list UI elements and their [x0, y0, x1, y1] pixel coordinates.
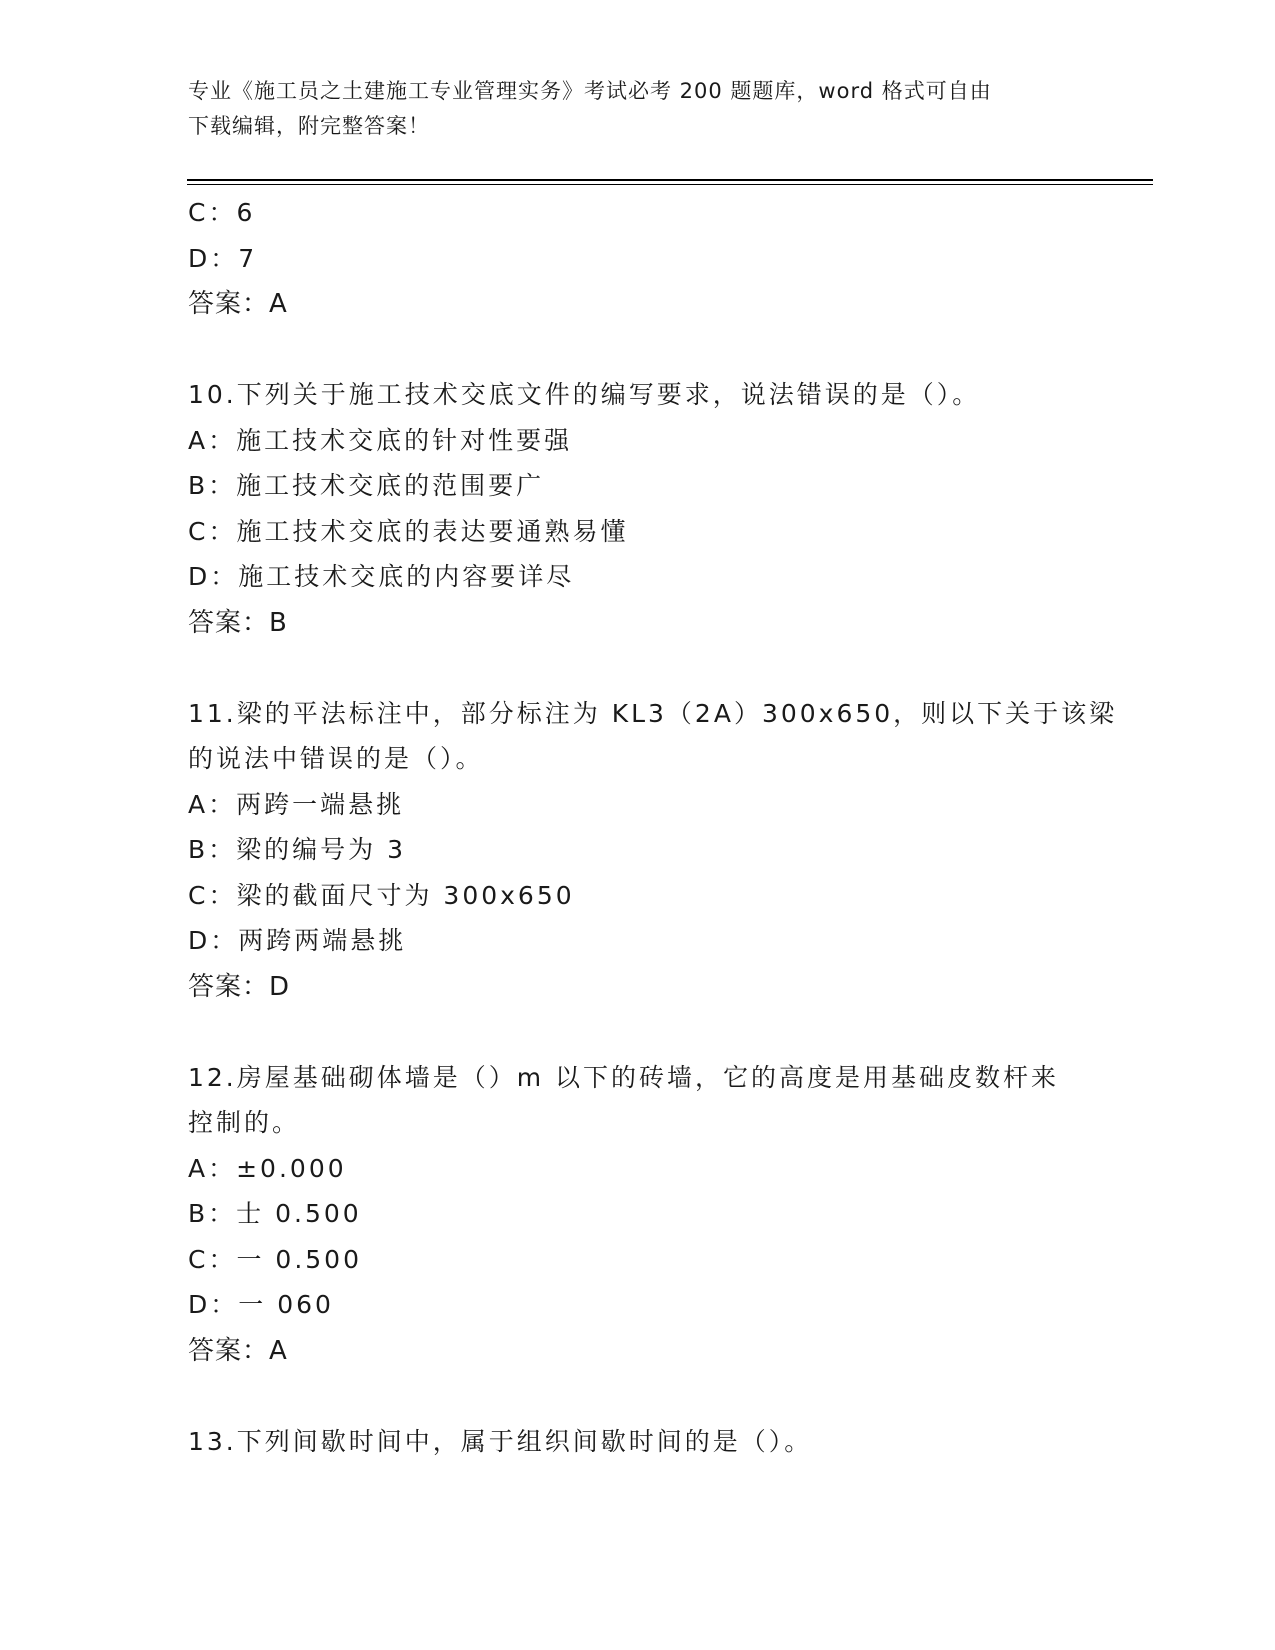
option-c: C：梁的截面尺寸为 300x650: [188, 880, 575, 910]
option-b: B：施工技术交底的范围要广: [188, 471, 545, 500]
option-c: C：6: [188, 198, 256, 227]
option-b: B：士 0.500: [188, 1199, 362, 1228]
option-c: C：一 0.500: [188, 1244, 362, 1274]
question-stem: 10.下列关于施工技术交底文件的编写要求，说法错误的是（）。: [188, 380, 981, 409]
option-d: D：一 060: [188, 1290, 334, 1319]
question-stem-continued: 控制的。: [188, 1108, 301, 1137]
question-11: [188, 691, 1148, 1010]
document-header: [188, 74, 1088, 144]
question-12: [188, 1055, 1148, 1374]
answer-line: 答案：A: [188, 289, 288, 319]
question-stem: 11.梁的平法标注中，部分标注为 KL3（2A）300x650，则以下关于该梁: [188, 698, 1118, 728]
option-a: A：施工技术交底的针对性要强: [188, 425, 573, 455]
question-stem: 12.房屋基础砌体墙是（）m 以下的砖墙，它的高度是用基础皮数杆来: [188, 1062, 1060, 1092]
question-stem: 13.下列间歇时间中，属于组织间歇时间的是（）。: [188, 1426, 813, 1456]
option-a: A：两跨一端悬挑: [188, 789, 405, 819]
question-9-tail: [188, 190, 1148, 327]
option-d: D：7: [188, 243, 258, 273]
question-stem-continued: 的说法中错误的是（）。: [188, 744, 484, 773]
option-c: C：施工技术交底的表达要通熟易懂: [188, 516, 629, 546]
answer-line: 答案：D: [188, 971, 291, 1002]
header-rule-thin: [187, 184, 1153, 185]
answer-line: 答案：B: [188, 607, 288, 638]
option-d: D：施工技术交底的内容要详尽: [188, 562, 575, 591]
answer-line: 答案：A: [188, 1335, 288, 1366]
option-d: D：两跨两端悬挑: [188, 926, 407, 955]
header-rule-thick: [187, 179, 1153, 181]
document-body: [188, 190, 1148, 1464]
option-b: B：梁的编号为 3: [188, 835, 407, 864]
header-line-2: 下载编辑，附完整答案！: [188, 114, 430, 138]
header-line-1: 专业《施工员之土建施工专业管理实务》考试必考 200 题题库，word 格式可自由: [188, 79, 992, 103]
question-10: [188, 372, 1148, 646]
option-a: A：±0.000: [188, 1153, 347, 1183]
question-13: [188, 1419, 1148, 1465]
